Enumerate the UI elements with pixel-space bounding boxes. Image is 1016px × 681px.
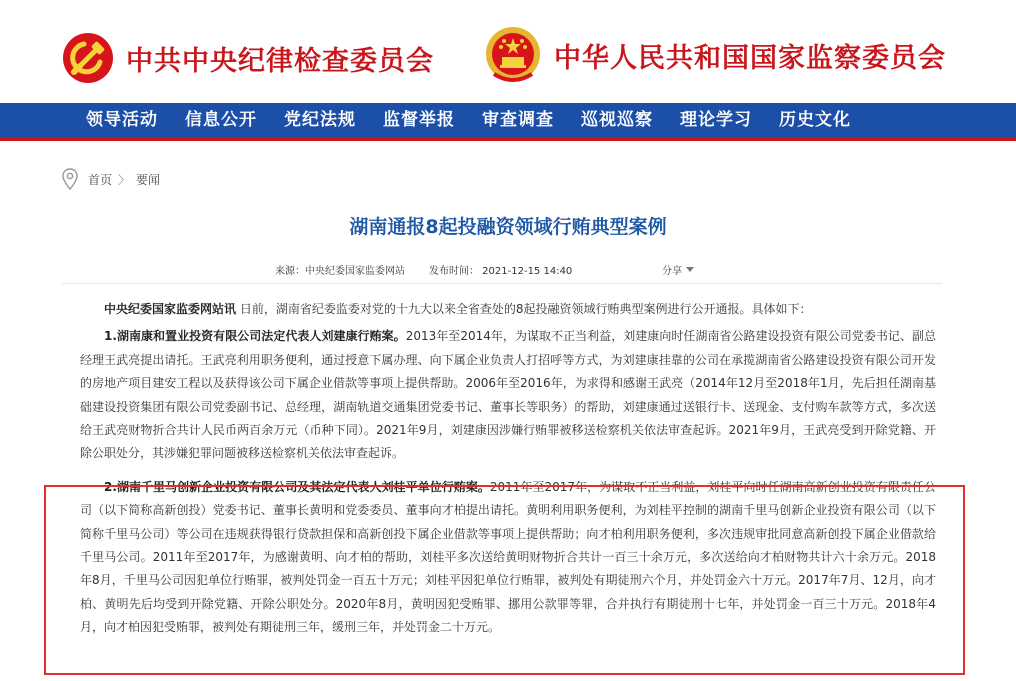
intro-lead: 中央纪委国家监委网站讯 [104,302,237,316]
site-header [0,0,1016,103]
paragraph-intro [80,298,936,321]
national-emblem-icon [484,24,542,86]
nav-item-party-rules[interactable]: 党纪法规 [284,110,356,130]
nav-item-report[interactable]: 监督举报 [383,110,455,130]
intro-text: 日前，湖南省纪委监委对党的十九大以来全省查处的8起投融资领域行贿典型案例进行公开通报。具体如下： [236,302,812,316]
case-1-text: 2013年至2014年，为谋取不正当利益，刘建康向时任湖南省公路建设投资有限公司党委书记、副总经理王武亮提出请托。王武亮利用职务便利，通过授意下属办理、向下属企业负责人打招呼等方式，为刘建康挂靠的公司在承揽湖南省公路建设投资有限公司开发的房地产项目建安工程以及获得该公司下属企业借款等事项上提供帮助。2006年至2016年，为求得和感谢王武亮（2014年12月至2018年1月，先后担任湖南基础建设投资集团有限公司党委副书记、总经理，湖南轨道交通集团党委书记、董事长等职务）的帮助，刘建康通过送银行卡、送现金、支付购车款等方式，多次送给王武亮财物折合共计人民币两百余万元（币种下同）。2021年9月，刘建康因涉嫌行贿罪被移送检察机关依法审查起诉。2021年9月，王武亮受到开除党籍、开除公职处分，其涉嫌犯罪问题被移送检察机关依法审查起诉。 [80,329,936,461]
nav-item-info-disclosure[interactable]: 信息公开 [185,110,257,130]
case-2-title: 2.湖南千里马创新企业投资有限公司及其法定代表人刘桂平单位行贿案。 [104,479,490,494]
nav-item-inspection[interactable]: 巡视巡察 [581,110,653,130]
breadcrumb-current[interactable]: 要闻 [136,172,161,187]
case-1-title: 1.湖南康和置业投资有限公司法定代表人刘建康行贿案。 [104,329,406,344]
nav-item-leadership[interactable]: 领导活动 [86,110,158,130]
cpc-ccdi-title: 中共中央纪律检查委员会 [126,45,434,77]
chevron-down-icon [686,267,694,272]
breadcrumb [62,168,160,190]
location-pin-icon [62,168,78,190]
cpc-ccdi-logo[interactable] [62,32,434,84]
share-label: 分享 [662,266,682,277]
divider [62,283,942,284]
nav-item-history[interactable]: 历史文化 [779,110,851,130]
nav-item-investigation[interactable]: 审查调查 [482,110,554,130]
breadcrumb-separator: 〉 [118,172,131,187]
main-nav [0,103,1016,141]
share-button[interactable] [662,262,694,277]
paragraph-case-1 [80,325,936,465]
article-publish-time: 发布时间： 2021-12-15 14:40 [429,266,573,277]
nsc-logo[interactable] [484,24,946,86]
article-source: 来源：中央纪委国家监委网站 [275,266,405,277]
case-2-text: 2011年至2017年，为谋取不正当利益，刘桂平向时任湖南高新创业投资有限责任公司（以下简称高新创投）党委书记、董事长黄明和党委委员、董事向才柏提出请托。黄明利用职务便利，为刘桂平控制的湖南千里马创新企业投资有限公司（以下简称千里马公司）等公司在违规获得银行贷款担保和高新创投下属企业借款等事项上提供帮助；向才柏利用职务便利，多次违规审批同意高新创投下属企业借款给千里马公司。2011年至2017年，为感谢黄明、向才柏的帮助，刘桂平多次送给黄明财物折合共计一百三十余万元，多次送给向才柏财物共计六十余万元。2018年8月，千里马公司因犯单位行贿罪，被判处罚金一百五十万元；刘桂平因犯单位行贿罪，被判处有期徒刑六个月，并处罚金六十万元。2017年7月、12月，向才柏、黄明先后均受到开除党籍、开除公职处分。2020年8月，黄明因犯受贿罪、挪用公款罪等罪，合并执行有期徒刑十七年，并处罚金一百三十万元。2018年4月，向才柏因犯受贿罪，被判处有期徒刑三年，缓刑三年，并处罚金二十万元。 [80,479,936,635]
breadcrumb-home[interactable]: 首页 [88,172,113,187]
party-emblem-icon [62,32,114,84]
nav-item-theory[interactable]: 理论学习 [680,110,752,130]
article-meta [275,262,572,277]
highlight-box [44,485,965,675]
nsc-title: 中华人民共和国国家监察委员会 [554,42,946,74]
article-title: 湖南通报8起投融资领域行贿典型案例 [349,216,667,238]
